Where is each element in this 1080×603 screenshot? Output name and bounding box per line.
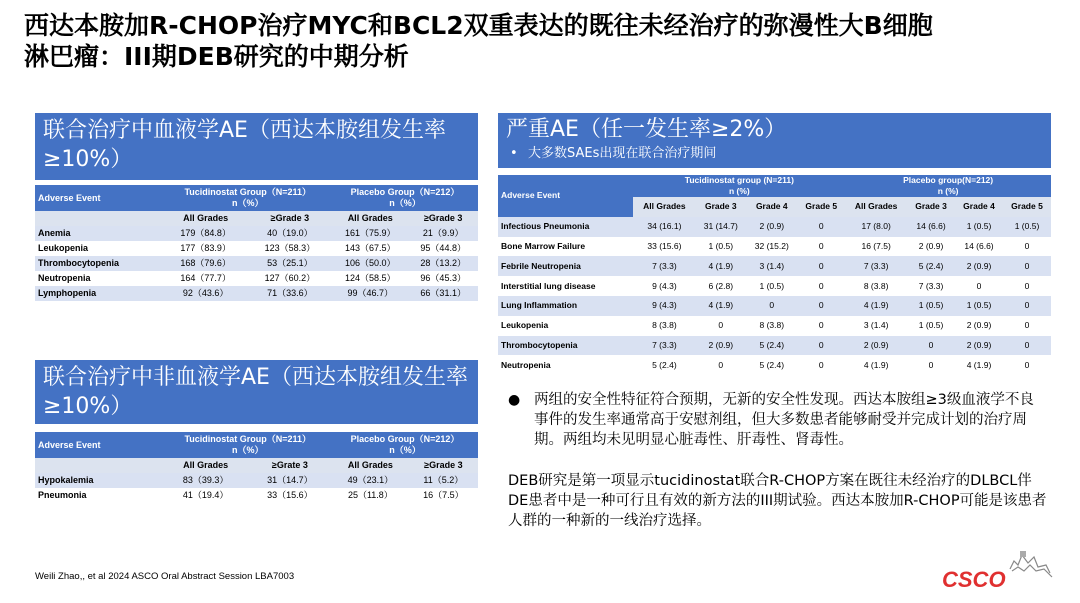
- subheader-cell: All Grades: [163, 211, 247, 226]
- row-value-cell: 96（45.3）: [408, 271, 478, 286]
- subheader-cell: Grade 5: [797, 197, 845, 217]
- row-value-cell: 177（83.9）: [163, 241, 247, 256]
- row-value-cell: 1 (0.5): [907, 316, 955, 336]
- col-header-placebo: Placebo Group（N=212） n（%）: [332, 185, 478, 211]
- row-value-cell: 4 (1.9): [845, 355, 907, 375]
- row-value-cell: 0: [695, 316, 746, 336]
- row-value-cell: 0: [797, 316, 845, 336]
- nonheme-ae-table: [35, 432, 478, 503]
- row-value-cell: 1 (0.5): [955, 296, 1003, 316]
- sae-bullet-text: 大多数SAEs出现在联合治疗期间: [528, 146, 717, 161]
- row-value-cell: 5 (2.4): [746, 336, 797, 356]
- row-value-cell: 1 (0.5): [955, 217, 1003, 237]
- great-wall-icon: [1010, 551, 1052, 577]
- subheader-blank: [35, 211, 163, 226]
- row-value-cell: 0: [1003, 237, 1051, 257]
- row-value-cell: 5 (2.4): [907, 256, 955, 276]
- row-value-cell: 4 (1.9): [695, 256, 746, 276]
- row-value-cell: 7 (3.3): [907, 276, 955, 296]
- subheader-cell: ≥Grate 3: [248, 458, 332, 473]
- row-value-cell: 16 (7.5): [845, 237, 907, 257]
- row-value-cell: 0: [907, 355, 955, 375]
- col-header-event: Adverse Event: [35, 432, 163, 458]
- row-value-cell: 0: [797, 237, 845, 257]
- subheader-cell: All Grades: [163, 458, 247, 473]
- row-value-cell: 25（11.8）: [332, 488, 409, 503]
- subheader-cell: ≥Grade 3: [409, 458, 478, 473]
- row-value-cell: 33 (15.6): [633, 237, 695, 257]
- subheader-cell: Grade 3: [907, 197, 955, 217]
- table-row: [35, 473, 478, 488]
- row-value-cell: 21（9.9）: [408, 226, 478, 241]
- row-event-label: Lymphopenia: [35, 286, 163, 301]
- row-value-cell: 0: [797, 256, 845, 276]
- table-row: [498, 256, 1051, 276]
- row-value-cell: 95（44.8）: [408, 241, 478, 256]
- row-value-cell: 123（58.3）: [248, 241, 332, 256]
- row-event-label: Pneumonia: [35, 488, 163, 503]
- sae-heading-box: [498, 113, 1051, 168]
- row-value-cell: 17 (8.0): [845, 217, 907, 237]
- row-value-cell: 31 (14.7): [695, 217, 746, 237]
- row-value-cell: 2 (0.9): [746, 217, 797, 237]
- row-value-cell: 49（23.1）: [332, 473, 409, 488]
- row-event-label: Thrombocytopenia: [35, 256, 163, 271]
- row-value-cell: 9 (4.3): [633, 276, 695, 296]
- table-row: [498, 276, 1051, 296]
- table-row: [498, 336, 1051, 356]
- row-value-cell: 0: [797, 276, 845, 296]
- row-value-cell: 2 (0.9): [955, 256, 1003, 276]
- heme-ae-rows: [35, 226, 478, 301]
- row-value-cell: 0: [1003, 336, 1051, 356]
- table-row: [35, 271, 478, 286]
- row-value-cell: 0: [797, 217, 845, 237]
- row-value-cell: 164（77.7）: [163, 271, 247, 286]
- row-value-cell: 0: [695, 355, 746, 375]
- row-value-cell: 4 (1.9): [695, 296, 746, 316]
- row-value-cell: 5 (2.4): [746, 355, 797, 375]
- title-line-1: 西达本胺加R-CHOP治疗MYC和BCL2双重表达的既往未经治疗的弥漫性大B细胞: [24, 11, 933, 40]
- row-event-label: Interstitial lung disease: [498, 276, 633, 296]
- heme-ae-table: [35, 185, 478, 301]
- row-value-cell: 0: [907, 336, 955, 356]
- nonheme-ae-rows: [35, 473, 478, 503]
- row-value-cell: 32 (15.2): [746, 237, 797, 257]
- row-value-cell: 0: [1003, 355, 1051, 375]
- row-event-label: Thrombocytopenia: [498, 336, 633, 356]
- row-value-cell: 0: [1003, 256, 1051, 276]
- sae-bullet: [506, 145, 1043, 163]
- sae-table: [498, 175, 1051, 375]
- subheader-cell: Grade 3: [695, 197, 746, 217]
- row-value-cell: 41（19.4）: [163, 488, 247, 503]
- subheader-cell: Grade 4: [955, 197, 1003, 217]
- row-value-cell: 0: [1003, 296, 1051, 316]
- table-row: [35, 286, 478, 301]
- row-value-cell: 7 (3.3): [633, 256, 695, 276]
- row-value-cell: 127（60.2）: [248, 271, 332, 286]
- slide-title: [24, 10, 1064, 72]
- row-value-cell: 7 (3.3): [845, 256, 907, 276]
- row-value-cell: 106（50.0）: [332, 256, 408, 271]
- table-row: [498, 316, 1051, 336]
- row-value-cell: 71（33.6）: [248, 286, 332, 301]
- subheader-cell: All Grades: [332, 211, 408, 226]
- col-header-tucidinostat: Tucidinostat group (N=211) n (%): [633, 175, 845, 197]
- subheader-cell: Grade 4: [746, 197, 797, 217]
- row-value-cell: 28（13.2）: [408, 256, 478, 271]
- row-event-label: Leukopenia: [498, 316, 633, 336]
- row-value-cell: 7 (3.3): [633, 336, 695, 356]
- row-value-cell: 8 (3.8): [746, 316, 797, 336]
- col-header-placebo: Placebo Group（N=212） n（%）: [332, 432, 478, 458]
- table-row: [498, 355, 1051, 375]
- row-value-cell: 5 (2.4): [633, 355, 695, 375]
- row-value-cell: 53（25.1）: [248, 256, 332, 271]
- row-value-cell: 2 (0.9): [955, 336, 1003, 356]
- row-value-cell: 3 (1.4): [746, 256, 797, 276]
- nonheme-ae-heading: 联合治疗中非血液学AE（西达本胺组发生率≥10%）: [35, 360, 478, 424]
- row-value-cell: 40（19.0）: [248, 226, 332, 241]
- row-value-cell: 1 (0.5): [1003, 217, 1051, 237]
- row-value-cell: 179（84.8）: [163, 226, 247, 241]
- subheader-cell: ≥Grade 3: [408, 211, 478, 226]
- row-value-cell: 33（15.6）: [248, 488, 332, 503]
- row-value-cell: 83（39.3）: [163, 473, 247, 488]
- row-value-cell: 143（67.5）: [332, 241, 408, 256]
- row-value-cell: 6 (2.8): [695, 276, 746, 296]
- row-value-cell: 11（5.2）: [409, 473, 478, 488]
- row-value-cell: 0: [746, 296, 797, 316]
- row-value-cell: 1 (0.5): [907, 296, 955, 316]
- table-row: [498, 217, 1051, 237]
- row-value-cell: 0: [797, 336, 845, 356]
- row-value-cell: 1 (0.5): [695, 237, 746, 257]
- row-value-cell: 14 (6.6): [955, 237, 1003, 257]
- row-event-label: Infectious Pneumonia: [498, 217, 633, 237]
- subheader-cell: Grade 5: [1003, 197, 1051, 217]
- row-value-cell: 99（46.7）: [332, 286, 408, 301]
- row-value-cell: 8 (3.8): [845, 276, 907, 296]
- row-event-label: Neutropenia: [498, 355, 633, 375]
- logo-text: CSCO: [942, 567, 1006, 592]
- table-row: [35, 488, 478, 503]
- row-value-cell: 161（75.9）: [332, 226, 408, 241]
- row-event-label: Lung Inflammation: [498, 296, 633, 316]
- row-value-cell: 66（31.1）: [408, 286, 478, 301]
- citation-footnote: Weili Zhao,, et al 2024 ASCO Oral Abstract Session LBA7003: [35, 571, 295, 582]
- table-row: [35, 241, 478, 256]
- row-event-label: Hypokalemia: [35, 473, 163, 488]
- bullet-dot-icon: •: [510, 146, 518, 161]
- subheader-blank: [35, 458, 163, 473]
- subheader-cell: ≥Grade 3: [248, 211, 332, 226]
- row-value-cell: 4 (1.9): [845, 296, 907, 316]
- safety-summary: [508, 390, 1048, 450]
- table-row: [35, 226, 478, 241]
- row-value-cell: 2 (0.9): [845, 336, 907, 356]
- col-header-tucidinostat: Tucidinostat Group（N=211） n（%）: [163, 432, 332, 458]
- row-event-label: Bone Marrow Failure: [498, 237, 633, 257]
- csco-logo: [938, 547, 1058, 595]
- safety-summary-text: 两组的安全性特征符合预期，无新的安全性发现。西达本胺组≥3级血液学不良事件的发生率通常高于安慰剂组，但大多数患者能够耐受并完成计划的治疗周期。两组均未见明显心脏毒性、肝毒性、肾毒性。: [534, 392, 1034, 448]
- heme-ae-heading: 联合治疗中血液学AE（西达本胺组发生率≥10%）: [35, 113, 478, 180]
- row-value-cell: 2 (0.9): [955, 316, 1003, 336]
- bullet-dot-icon: ●: [508, 392, 521, 408]
- row-value-cell: 8 (3.8): [633, 316, 695, 336]
- table-row: [498, 237, 1051, 257]
- row-value-cell: 3 (1.4): [845, 316, 907, 336]
- sae-rows: [498, 217, 1051, 375]
- row-event-label: Leukopenia: [35, 241, 163, 256]
- subheader-cell: All Grades: [845, 197, 907, 217]
- subheader-cell: All Grades: [633, 197, 695, 217]
- row-value-cell: 0: [797, 296, 845, 316]
- col-header-event: Adverse Event: [35, 185, 163, 211]
- col-header-event: Adverse Event: [498, 175, 633, 217]
- row-event-label: Neutropenia: [35, 271, 163, 286]
- table-row: [35, 256, 478, 271]
- row-value-cell: 4 (1.9): [955, 355, 1003, 375]
- sae-heading: 严重AE（任一发生率≥2%）: [506, 117, 787, 142]
- row-value-cell: 31（14.7）: [248, 473, 332, 488]
- row-value-cell: 92（43.6）: [163, 286, 247, 301]
- row-value-cell: 168（79.6）: [163, 256, 247, 271]
- table-row: [498, 296, 1051, 316]
- row-value-cell: 16（7.5）: [409, 488, 478, 503]
- conclusion-text: DEB研究是第一项显示tucidinostat联合R-CHOP方案在既往未经治疗的DLBCL伴DE患者中是一种可行且有效的新方法的III期试验。西达本胺加R-CHOP可能是该患者人群的一种新的一线治疗选择。: [508, 473, 1047, 529]
- row-value-cell: 0: [1003, 316, 1051, 336]
- row-value-cell: 0: [955, 276, 1003, 296]
- row-value-cell: 124（58.5）: [332, 271, 408, 286]
- col-header-tucidinostat: Tucidinostat Group（N=211） n（%）: [163, 185, 332, 211]
- col-header-placebo: Placebo group(N=212) n (%): [845, 175, 1051, 197]
- row-event-label: Anemia: [35, 226, 163, 241]
- row-value-cell: 2 (0.9): [907, 237, 955, 257]
- row-value-cell: 0: [797, 355, 845, 375]
- subheader-cell: All Grades: [332, 458, 409, 473]
- title-line-2: 淋巴瘤：III期DEB研究的中期分析: [24, 42, 409, 71]
- row-event-label: Febrile Neutropenia: [498, 256, 633, 276]
- row-value-cell: 0: [1003, 276, 1051, 296]
- row-value-cell: 14 (6.6): [907, 217, 955, 237]
- row-value-cell: 34 (16.1): [633, 217, 695, 237]
- row-value-cell: 9 (4.3): [633, 296, 695, 316]
- row-value-cell: 2 (0.9): [695, 336, 746, 356]
- row-value-cell: 1 (0.5): [746, 276, 797, 296]
